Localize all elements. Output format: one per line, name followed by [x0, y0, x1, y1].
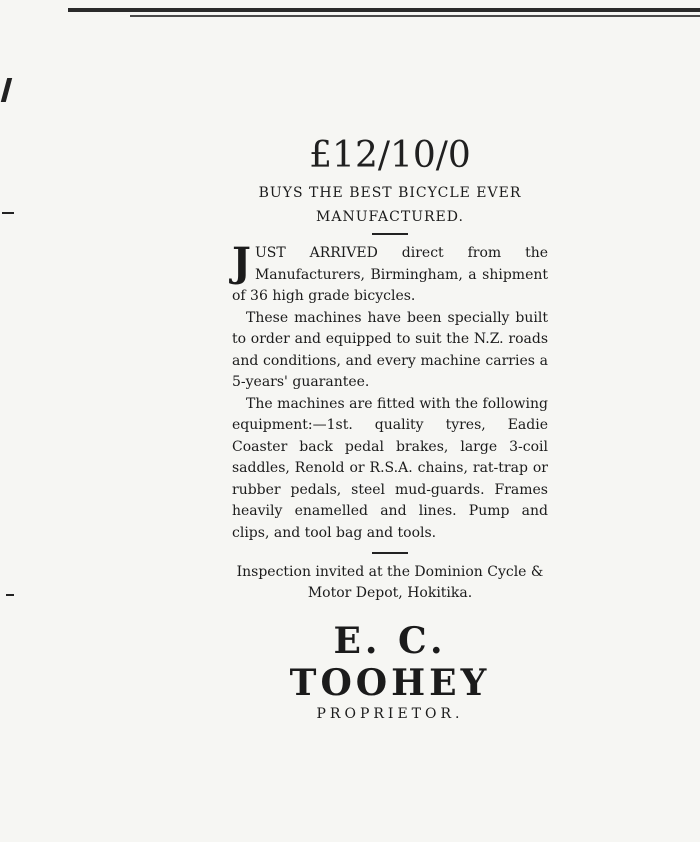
advert-body [232, 239, 548, 544]
divider-rule [372, 233, 408, 235]
top-border-thick [68, 8, 700, 12]
inspection-notice: Inspection invited at the Dominion Cycle & Motor Depot, Hokitika. [236, 564, 544, 601]
paragraph-specs: These machines have been specially built to order and equipped to suit the N.Z. roads and conditions, and every machine carries a 5-years' guarantee. [232, 309, 548, 390]
paragraph-arrival-text: UST ARRIVED direct from the Manufacturers, Birmingham, a shipment of 36 high grade bicycles. [232, 245, 548, 304]
drop-cap: J [232, 239, 251, 286]
proprietor-name: E. C. TOOHEY [289, 620, 491, 704]
scan-mark [1, 78, 12, 102]
headline-line-1: BUYS THE BEST BICYCLE EVER [258, 185, 522, 201]
scan-mark [6, 594, 14, 596]
headline-line-2: MANUFACTURED. [316, 209, 464, 225]
scan-mark [2, 212, 14, 214]
bicycle-advertisement [230, 135, 550, 722]
paragraph-arrival [232, 239, 548, 308]
proprietor-title: PROPRIETOR. [316, 706, 464, 722]
paragraph-equipment: The machines are fitted with the following equipment:—1st. quality tyres, Eadie Coaster back pedal brakes, large 3-coil saddles, Renold or R.S.A. chains, rat-trap or rubber pedals, steel mud-guards. Frames heavily enamelled and lines. Pump and clips, and tool bag and tools. [232, 395, 548, 541]
top-border-thin [130, 15, 700, 17]
headline [230, 181, 550, 229]
price-heading: £12/10/0 [309, 135, 471, 176]
divider-rule [372, 552, 408, 554]
